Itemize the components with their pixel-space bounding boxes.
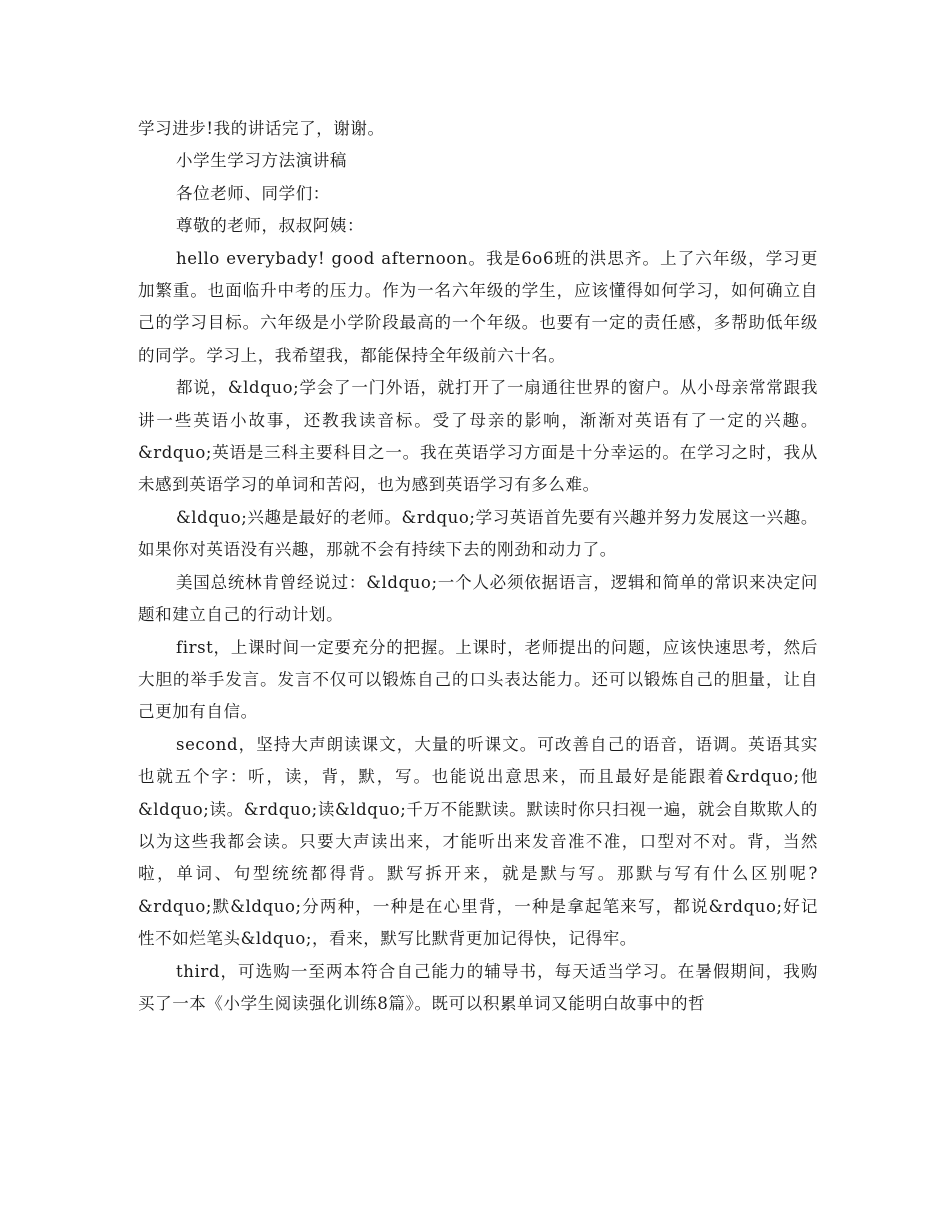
paragraph-third: third，可选购一至两本符合自己能力的辅导书，每天适当学习。在暑假期间，我购买了一本《小学生阅读强化训练8篇》。既可以积累单词又能明白故事中的哲 [138, 961, 818, 1013]
salutation-teachers-students: 各位老师、同学们： [176, 183, 330, 203]
document-body [138, 113, 818, 1020]
paragraph-lincoln-quote: 美国总统林肯曾经说过：&ldquo;一个人必须依据语言，逻辑和简单的常识来决定问题和建立自己的行动计划。 [138, 572, 818, 625]
paragraph-introduction: hello everybady! good afternoon。我是6o6班的洪思齐。上了六年级，学习更加繁重。也面临升中考的压力。作为一名六年级的学生，应该懂得如何学习，如何确立自己的学习目标。六年级是小学阶段最高的一个年级。也要有一定的责任感，多帮助低年级的同学。学习上，我希望我，都能保持全年级前六十名。 [138, 248, 818, 365]
paragraph-foreign-language: 都说，&ldquo;学会了一门外语，就打开了一扇通往世界的窗户。从小母亲常常跟我讲一些英语小故事，还教我读音标。受了母亲的影响，渐渐对英语有了一定的兴趣。&rdquo;英语是三科主要科目之一。我在英语学习方面是十分幸运的。在学习之时，我从未感到英语学习的单词和苦闷，也为感到英语学习有多么难。 [138, 378, 818, 495]
paragraph-interest: &ldquo;兴趣是最好的老师。&rdquo;学习英语首先要有兴趣并努力发展这一兴趣。如果你对英语没有兴趣，那就不会有持续下去的刚劲和动力了。 [138, 507, 818, 560]
paragraph-second: second，坚持大声朗读课文，大量的听课文。可改善自己的语音，语调。英语其实也就五个字：听，读，背，默，写。也能说出意思来，而且最好是能跟着&rdquo;他&ldquo;读。&rdquo;读&ldquo;千万不能默读。默读时你只扫视一遍，就会自欺欺人的以为这些我都会读。只要大声读出来，才能听出来发音准不准，口型对不对。背，当然啦，单词、句型统统都得背。默写拆开来，就是默与写。那默与写有什么区别呢?&rdquo;默&ldquo;分两种，一种是在心里背，一种是拿起笔来写，都说&rdquo;好记性不如烂笔头&ldquo;，看来，默写比默背更加记得快，记得牢。 [138, 734, 818, 949]
salutation-teachers-elders: 尊敬的老师，叔叔阿姨： [176, 216, 365, 236]
paragraph-closing: 学习进步!我的讲话完了，谢谢。 [138, 119, 385, 138]
speech-title: 小学生学习方法演讲稿 [176, 151, 347, 171]
paragraph-first: first，上课时间一定要充分的把握。上课时，老师提出的问题，应该快速思考，然后大胆的举手发言。发言不仅可以锻炼自己的口头表达能力。还可以锻炼自己的胆量，让自己更加有自信。 [138, 637, 818, 722]
